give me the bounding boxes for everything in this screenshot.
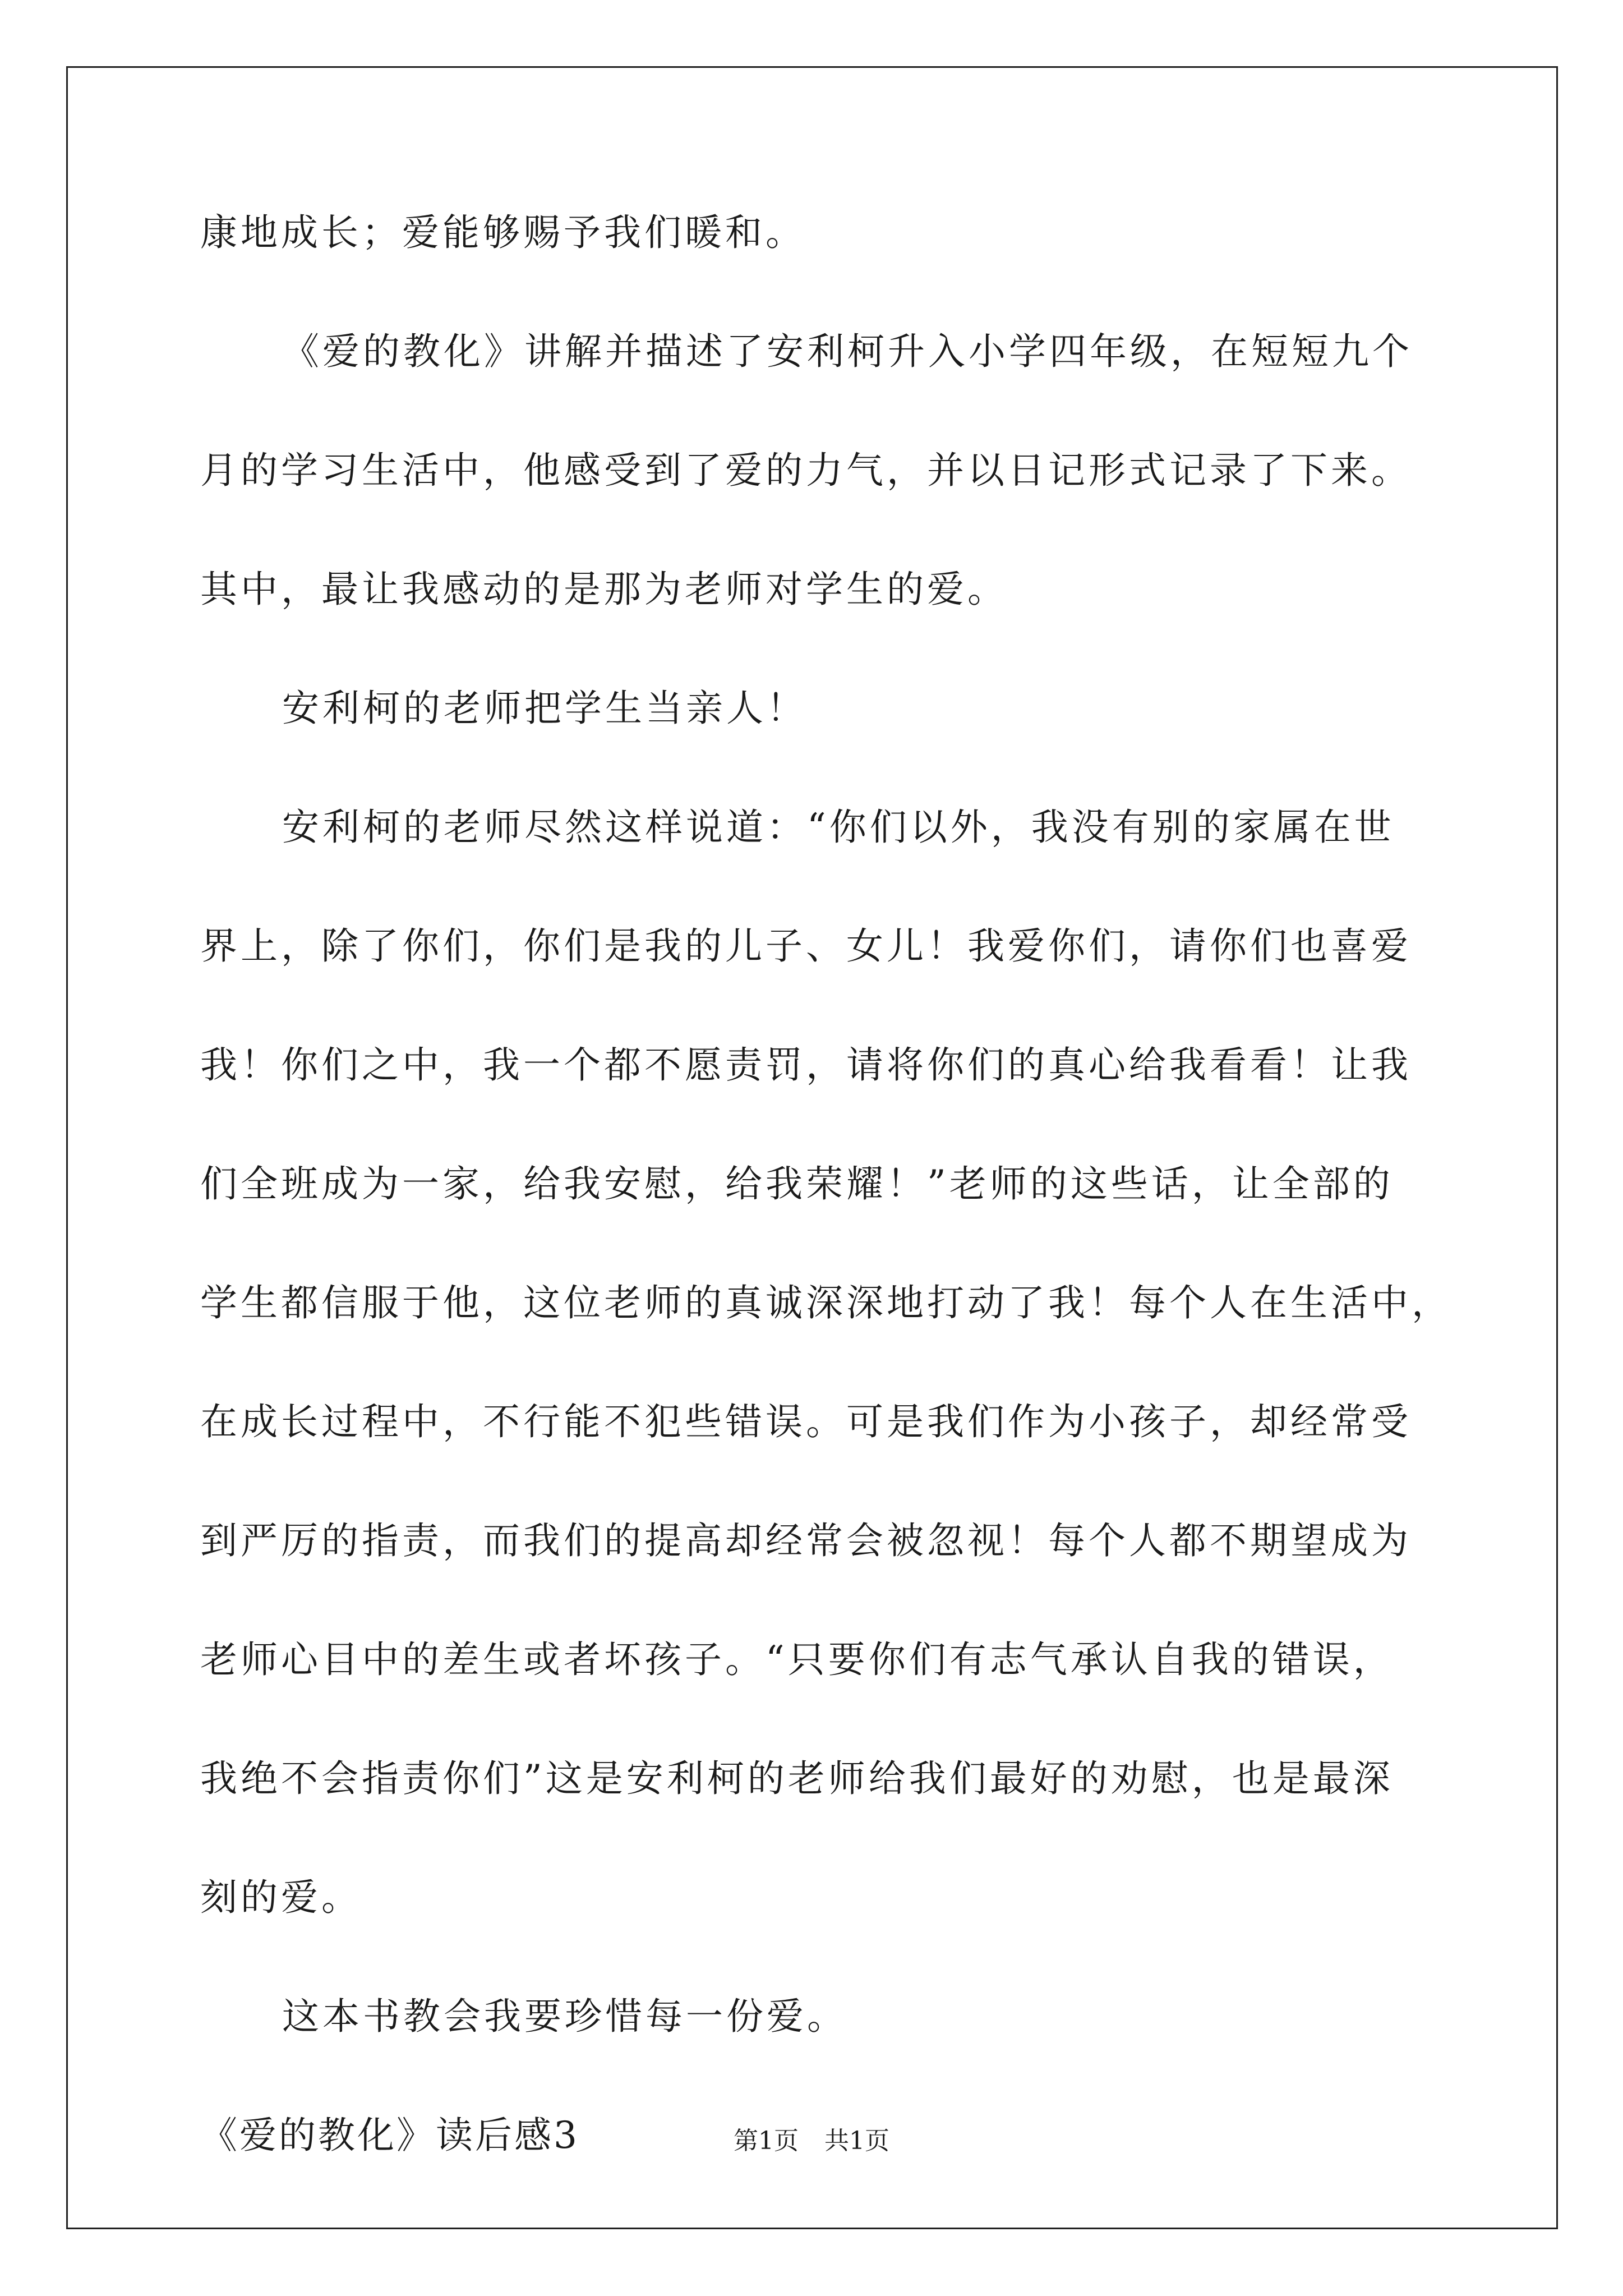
text-line: 界上，除了你们，你们是我的儿子、女儿！我爱你们，请你们也喜爱: [200, 924, 1412, 968]
text-line: 到严厉的指责，而我们的提高却经常会被忽视！每个人都不期望成为: [200, 1519, 1412, 1562]
text-line: 刻的爱。: [200, 1876, 362, 1919]
text-line: 其中，最让我感动的是那为老师对学生的爱。: [200, 568, 1008, 611]
paragraph-first-line: 安利柯的老师尽然这样说道：“你们以外，我没有别的家属在世: [282, 806, 1395, 849]
paragraph-first-line: 这本书教会我要珍惜每一份爱。: [282, 1995, 847, 2038]
text-line: 学生都信服于他，这位老师的真诚深深地打动了我！每个人在生活中，: [200, 1281, 1452, 1324]
paragraph-first-line: 安利柯的老师把学生当亲人！: [282, 687, 807, 730]
text-line: 在成长过程中，不行能不犯些错误。可是我们作为小孩子，却经常受: [200, 1400, 1412, 1443]
text-line: 老师心目中的差生或者坏孩子。“只要你们有志气承认自我的错误，: [200, 1638, 1394, 1681]
paragraph-first-line: 《爱的教化》讲解并描述了安利柯升入小学四年级，在短短九个: [282, 330, 1413, 373]
text-line: 月的学习生活中，他感受到了爱的力气，并以日记形式记录了下来。: [200, 449, 1412, 492]
text-line: 我绝不会指责你们”这是安利柯的老师给我们最好的劝慰，也是最深: [200, 1757, 1394, 1800]
text-line: 我！你们之中，我一个都不愿责罚，请将你们的真心给我看看！让我: [200, 1043, 1412, 1087]
page-number: 第1页: [734, 2127, 799, 2155]
page-footer: [0, 2129, 1623, 2154]
text-line: 们全班成为一家，给我安慰，给我荣耀！”老师的这些话，让全部的: [200, 1162, 1394, 1205]
section-heading: 《爱的教化》读后感3: [200, 2114, 579, 2157]
text-line: 康地成长；爱能够赐予我们暖和。: [200, 211, 806, 254]
page-count: 共1页: [824, 2127, 889, 2155]
